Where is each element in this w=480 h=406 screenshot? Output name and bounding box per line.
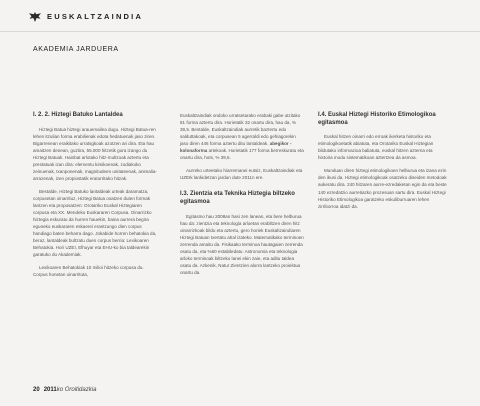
- eagle-emblem-icon: [28, 11, 42, 23]
- paragraph-text: artekoak. Horietatik 177 forma berreskuratu eta onartu dira, hots, % 39,6.: [180, 148, 304, 161]
- heading-hiztegi-historikoa: I.4. Euskal Hiztegi Historiko Etimologikoa egitasmoa: [318, 112, 436, 126]
- heading-zientzia-teknika: I.3. Zientzia eta Teknika Hiztegia biltzeko egitasmoa: [180, 191, 295, 206]
- column-2: [180, 112, 304, 282]
- brand-name: EUSKALTZAINDIA: [47, 12, 144, 21]
- footer-publication: ko Oroitidazkia: [56, 387, 97, 393]
- page-header: [0, 0, 480, 30]
- paragraph-text: Euskaltzaindiak ondoko urratsetarako erabaki gabe utzitako 81 forma aztertu dira. Horietatik 32 onartu dira, hau da, % 39,5. Bestalde, Euskaltzaindiak aurretik baztertu edo salduttakoak, eta corpusean 5 agerraldi edo gehiagorekin jaso diren 446 forma aztertu ditu lantaldeak.: [180, 113, 301, 147]
- page-footer: [33, 387, 96, 393]
- page-number: 20: [33, 387, 40, 393]
- paragraph: Aurreko urteetako hiarremanei eutsiz, Euskaltzaindiak eta UZEIk lankidetzan jardun dute 2011n ere.: [180, 168, 303, 181]
- paragraph: Lexikoaren Behatokiak 10 milioi hitzeko corpusa du. Corpus honetan oinarrituta,: [33, 265, 144, 278]
- section-title: AKADEMIA JARDUERA: [33, 46, 119, 53]
- column-1: [33, 112, 157, 285]
- column-3: [318, 112, 448, 216]
- paragraph: Hiztegi Batua hiztegi arauemailea dugu. Hiztegi Batua-ren lehen itzulian forma erabilienak edota hedatuenak jaso ziren. Bigarrenean eraikitako urratsgkoak azotzen ari dira. Eta hau amaitzen denean, guztira, 55.000 hitzetik gora izango du Hiztegi Batuak. Hainbat arlotako hitz-multzoak aztertu eta prestatuak izan dira: elementu kimikoenak, zodiakoko zeinuenak, txanponenak, magnitudeen unitateenak, animalia-arrazenak, izen propiostatik eratorritako hitzak.: [33, 126, 157, 181]
- paragraph: Bestalde, Hiztegi Batuko lantaldeak urteak daramatza, corpusetan oinarrituz, Hiztegi Batua osatzen duten formak lantzen eta proposatzen: Orotariko Euskal Hiztegiaren corpusa eta XX. Mendeko Euskararen Corpusa. Oinarrizko hiztegia eskuratu da hurren hauekin, baina aurrera begira eguneko euskararen eskaerei erantzungo dien corpus handiago baten beharra dago. Jokabide horren behatokia da, beraz, lantaldeak bultzatu duen corpus berria: Lexikoaren Behatokia. Hori UZEI, Elhuyar eta EHU-ko bia taldearekin garatuko du Akademiak.: [33, 188, 157, 258]
- paragraph: Egitasmo hau 2008an hasi zen lanean, eta bere helburua hau da: zientzia eta teknologia arloetan erabiltzen diren hitz oinarrizkoak bildu eta aztertu, gero horiek Euskaltzaindiaren Hiztegi Batuan txertatu ahal izateko. Matematikako terminoen zerrenda amaitu da. Fisikaako terminoa hautagaien zerrenda osatu da, eta %60 estabiledatu. Astronomia eta teknologia arloko terminoak biltzeko lanei ekin zaie, eta aditu taldea osatu da. Azkenik, Natur Zientzien alorra lantzeko proiektua onartu da.: [180, 213, 304, 275]
- paragraph: [180, 112, 304, 161]
- paragraph: Euskal hitzen oinarri edo erroak ikerketa historiko eta etimologikoetatik abiatuta, eta Orotariko Euskal Hiztegian bildutako informazioa baliatuta, euskal hitzen azterna eta historia modu sistematikoan aztertzea da asmoa.: [318, 134, 434, 161]
- bold-term: abegikor - kolonaforma: [180, 141, 292, 154]
- header-divider: [0, 31, 480, 32]
- heading-hiztegi-batua: I. 2. 2. Hiztegi Batuko Lantaldea: [33, 112, 123, 118]
- footer-year: 2011: [43, 387, 57, 393]
- paragraph: Munduan diren hiztegi etimologikoen helburua eta izana ezin den ikusi da. Hiztegi etimologikoak osatzeko diseiden metodoak aukeratu dira. 240 hitzaren aurre-ezredaketan egin da eta beste 140 ezredatzio aurretiazko prozesuan sartu dira. Euskal Hiztegi Historiko Etimologikoa garatzeko eskuliburruaren lehen zirriborroa idatzi da.: [318, 168, 447, 209]
